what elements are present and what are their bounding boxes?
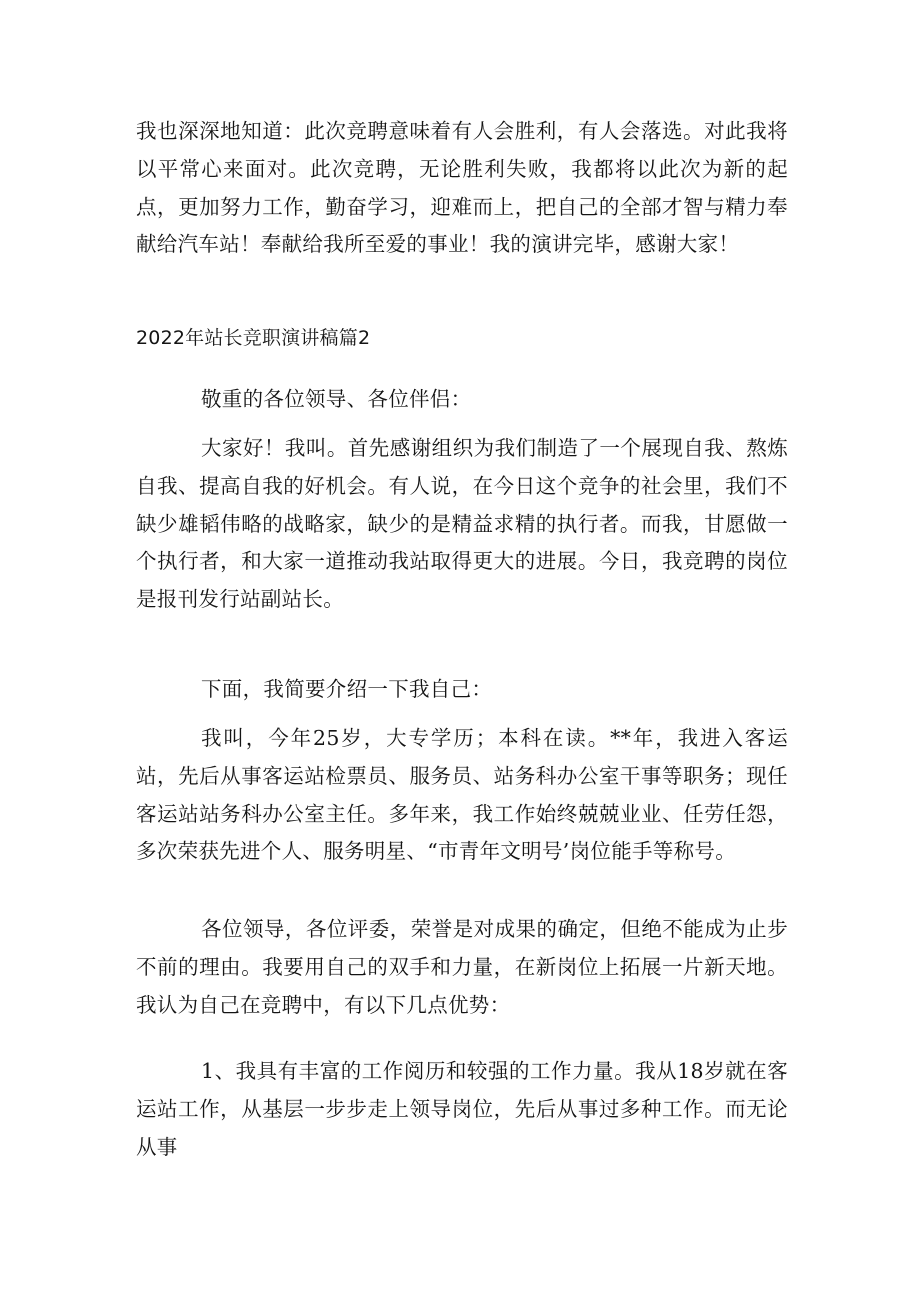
paragraph-self-intro: 我叫，今年25岁，大专学历；本科在读。**年，我进入客运站，先后从事客运站检票员、服务员、站务科办公室干事等职务；现任客运站站务科办公室主任。多年来，我工作始终兢兢业业、任劳任怨，多次荣获先进个人、服务明星、“市青年文明号’岗位能手等称号。 bbox=[136, 726, 788, 864]
paragraph-greeting: 大家好！我叫。首先感谢组织为我们制造了一个展现自我、熬炼自我、提高自我的好机会。有人说，在今日这个竞争的社会里，我们不缺少雄韬伟略的战略家，缺少的是精益求精的执行者。而我，甘愿做一个执行者，和大家一道推动我站取得更大的进展。今日，我竞聘的岗位是报刊发行站副站长。 bbox=[136, 436, 788, 612]
paragraph-salutation: 敬重的各位领导、各位伴侣： bbox=[201, 387, 472, 411]
paragraph-self-intro-lead: 下面，我简要介绍一下我自己： bbox=[201, 677, 493, 701]
paragraph-advantages-lead: 各位领导，各位评委，荣誉是对成果的确定，但绝不能成为止步不前的理由。我要用自己的双手和力量，在新岗位上拓展一片新天地。我认为自己在竞聘中，有以下几点优势： bbox=[136, 917, 788, 1017]
paragraph-closing-remarks: 我也深深地知道：此次竞聘意味着有人会胜利，有人会落选。对此我将以平常心来面对。此次竞聘，无论胜利失败，我都将以此次为新的起点，更加努力工作，勤奋学习，迎难而上，把自己的全部才智与精力奉献给汽车站！奉献给我所至爱的事业！我的演讲完毕，感谢大家！ bbox=[136, 119, 788, 257]
paragraph-advantage-one: 1、我具有丰富的工作阅历和较强的工作力量。我从18岁就在客运站工作，从基层一步步走上领导岗位，先后从事过多种工作。而无论从事 bbox=[136, 1059, 788, 1159]
section-heading: 2022年站长竞职演讲稿篇2 bbox=[136, 327, 371, 349]
